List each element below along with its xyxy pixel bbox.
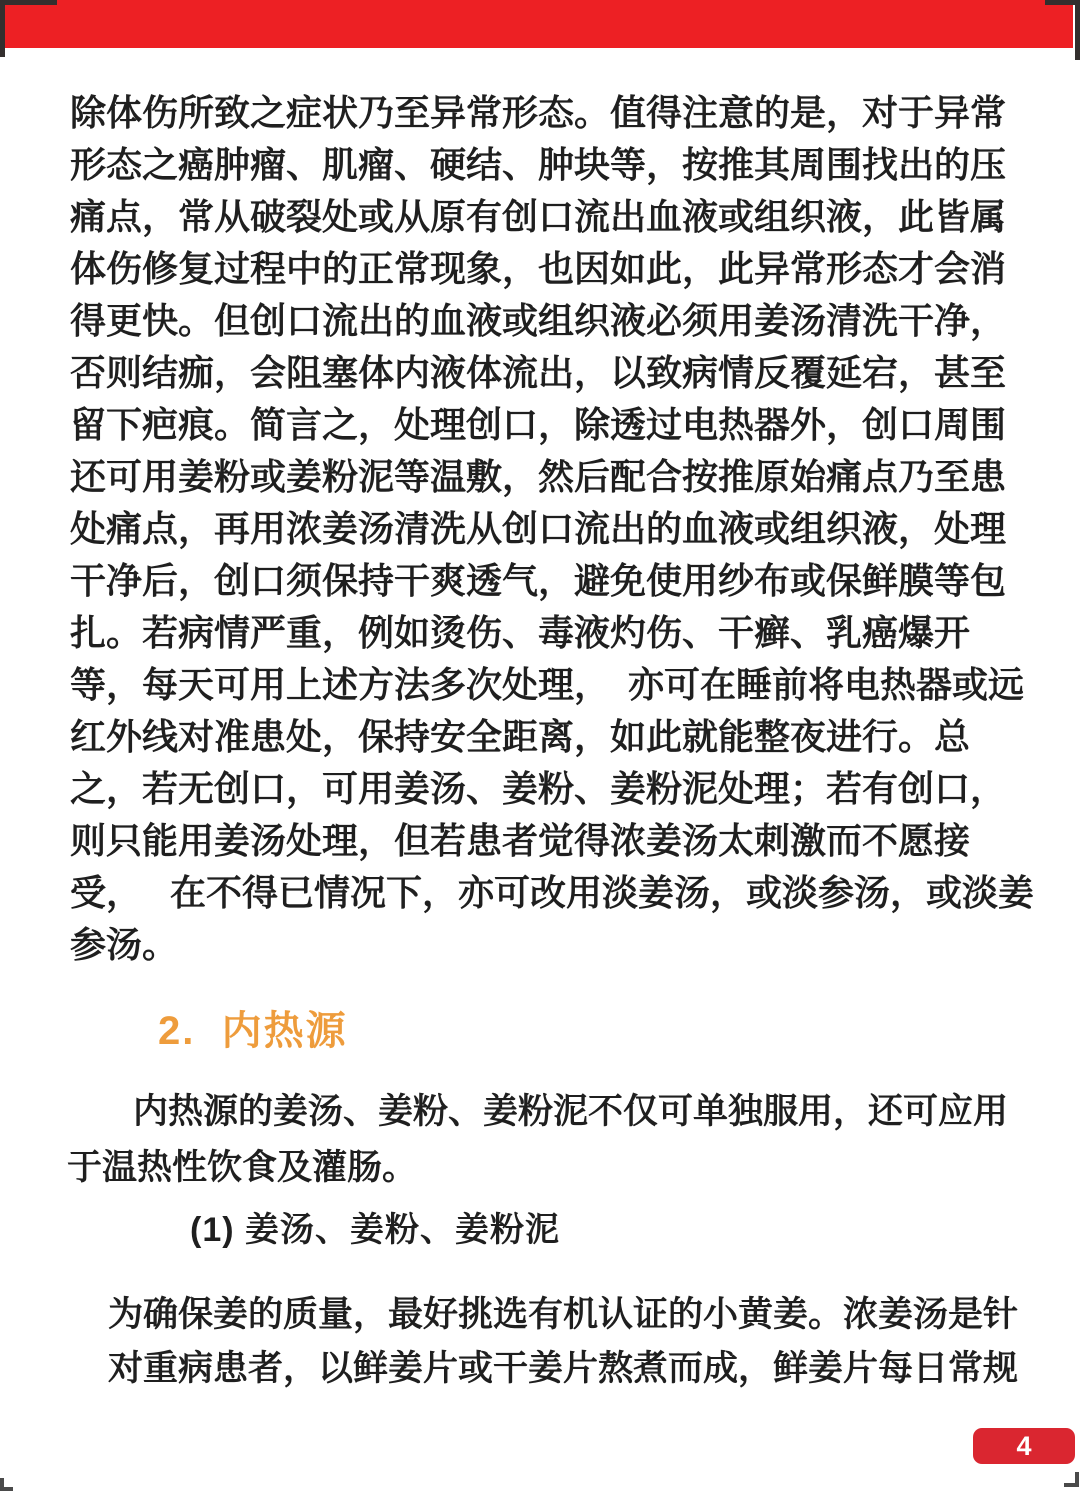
text-line: 留下疤痕。简言之，处理创口，除透过电热器外，创口周围: [70, 404, 1007, 445]
section-heading: 2. 内热源: [158, 1009, 348, 1053]
text-line: 之，若无创口，可用姜汤、姜粉、姜粉泥处理；若有创口，: [70, 768, 1007, 809]
text-line: 等，每天可用上述方法多次处理， 亦可在睡前将电热器或远: [70, 664, 1025, 705]
body-paragraph-3: [108, 1288, 1053, 1396]
text-line: 为确保姜的质量，最好挑选有机认证的小黄姜。浓姜汤是针: [108, 1295, 1019, 1334]
text-line: 则只能用姜汤处理，但若患者觉得浓姜汤太刺激而不愿接: [70, 820, 971, 861]
text-line: 否则结痂，会阻塞体内液体流出，以致病情反覆延宕，甚至: [70, 352, 1007, 393]
text-line: 除体伤所致之症状乃至异常形态。值得注意的是，对于异常: [70, 92, 1007, 133]
text-line: 形态之癌肿瘤、肌瘤、硬结、肿块等，按推其周围找出的压: [70, 144, 1007, 185]
header-red-band: [4, 0, 1073, 48]
text-line: 对重病患者，以鲜姜片或干姜片熬煮而成，鲜姜片每日常规: [108, 1349, 1019, 1388]
crop-mark-bottom-left: [0, 1478, 13, 1491]
page-number-badge: 4: [973, 1428, 1075, 1464]
text-line: 红外线对准患处，保持安全距离，如此就能整夜进行。总: [70, 716, 971, 757]
body-paragraph-1: [70, 87, 1035, 971]
text-line: 处痛点，再用浓姜汤清洗从创口流出的血液或组织液，处理: [70, 508, 1007, 549]
crop-mark-bottom-right: [1064, 1472, 1079, 1487]
text-line: 干净后，创口须保持干爽透气，避免使用纱布或保鲜膜等包: [70, 560, 1007, 601]
text-line: 扎。若病情严重，例如烫伤、毒液灼伤、干癣、乳癌爆开: [70, 612, 971, 653]
text-line: 得更快。但创口流出的血液或组织液必须用姜汤清洗干净，: [70, 300, 1007, 341]
text-line: 参汤。: [70, 924, 179, 965]
text-line: 体伤修复过程中的正常现象，也因如此，此异常形态才会消: [70, 248, 1007, 289]
text-line: 内热源的姜汤、姜粉、姜粉泥不仅可单独服用，还可应用: [133, 1092, 1009, 1131]
text-line: 痛点，常从破裂处或从原有创口流出血液或组织液，此皆属: [70, 196, 1007, 237]
body-paragraph-2: [67, 1084, 1032, 1196]
text-line: 还可用姜粉或姜粉泥等温敷，然后配合按推原始痛点乃至患: [70, 456, 1007, 497]
text-line: 受， 在不得已情况下，亦可改用淡姜汤，或淡参汤，或淡姜: [70, 872, 1035, 913]
text-line: 于温热性饮食及灌肠。: [67, 1148, 418, 1187]
sub-heading: (1) 姜汤、姜粉、姜粉泥: [190, 1211, 560, 1249]
